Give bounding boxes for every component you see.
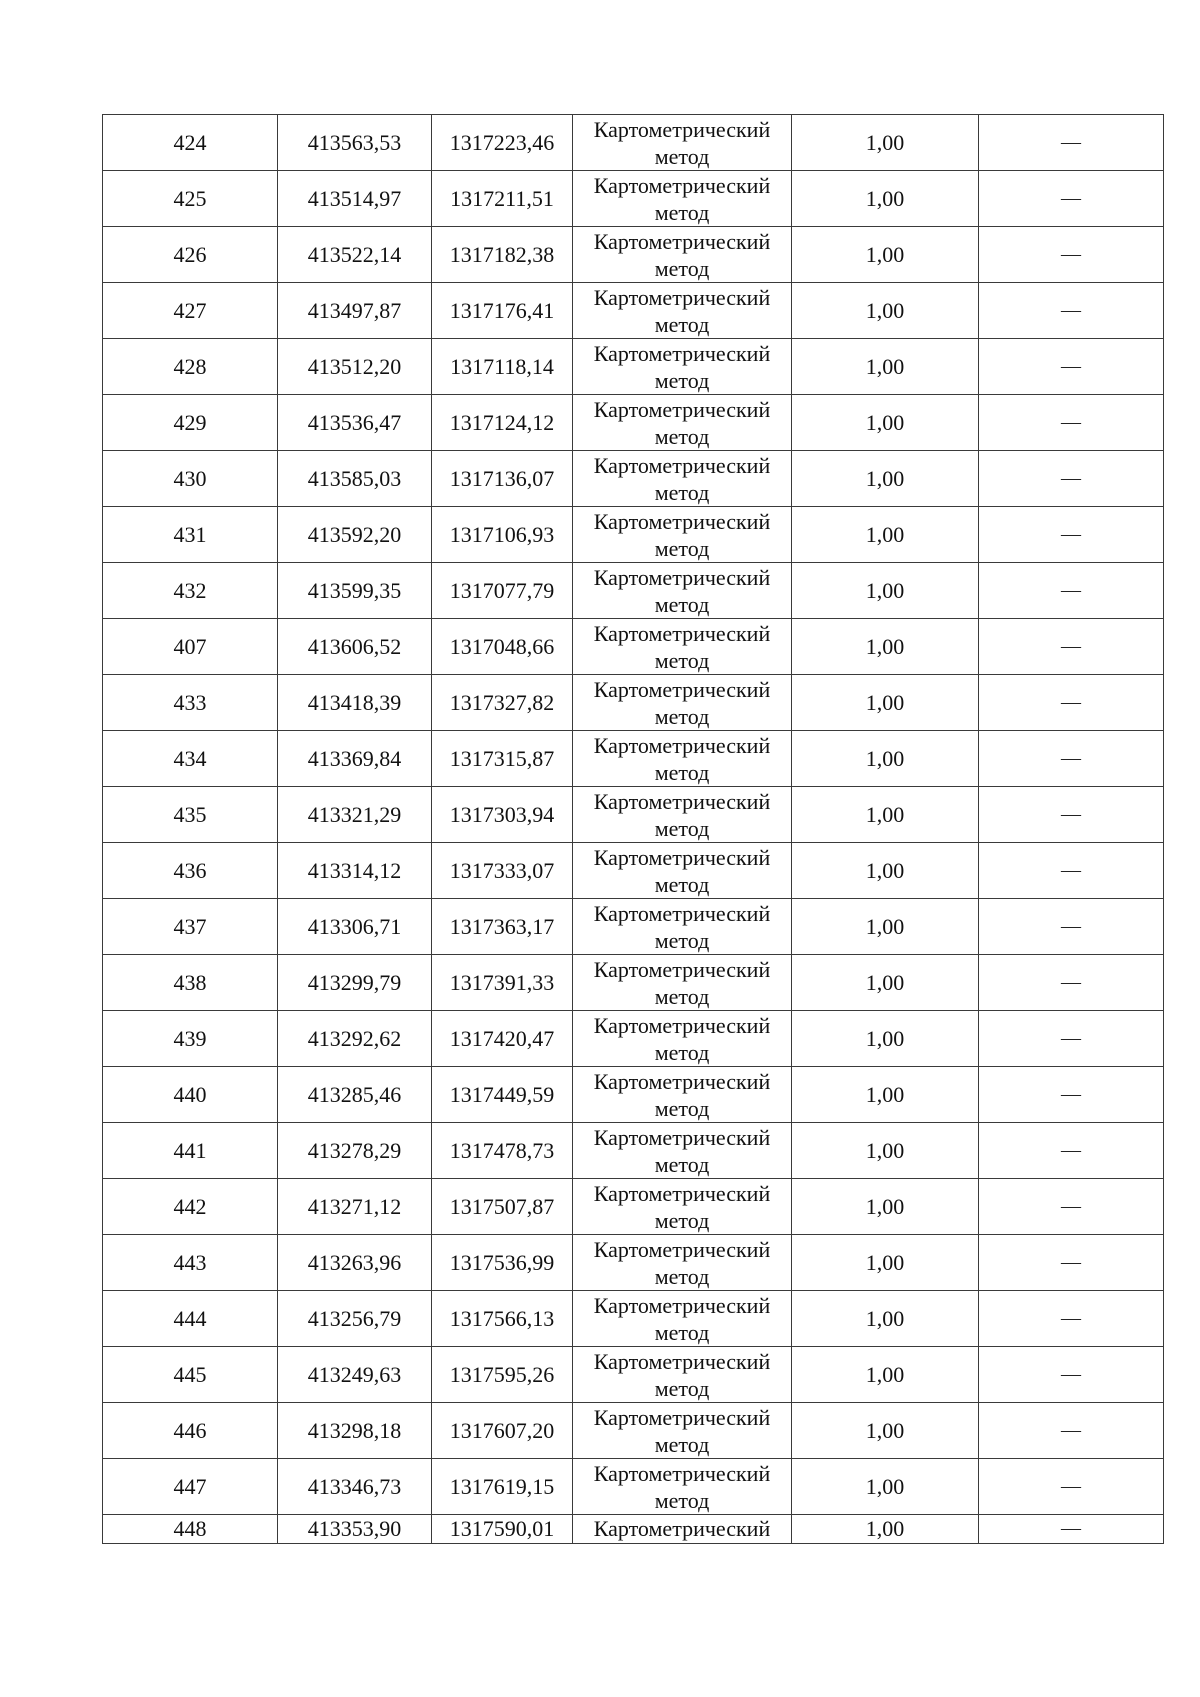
note-cell: — <box>979 1235 1164 1291</box>
coordinates-table <box>102 114 1164 1544</box>
table-row <box>103 395 1164 451</box>
y-coordinate-cell: 1317449,59 <box>432 1067 573 1123</box>
method-text-line2: метод <box>654 759 710 785</box>
table-row <box>103 563 1164 619</box>
accuracy-cell: 1,00 <box>792 899 979 955</box>
method-cell <box>573 227 792 283</box>
point-number-cell: 447 <box>103 1459 278 1515</box>
accuracy-cell: 1,00 <box>792 955 979 1011</box>
method-cell <box>573 731 792 787</box>
accuracy-cell: 1,00 <box>792 1179 979 1235</box>
note-cell: — <box>979 675 1164 731</box>
x-coordinate-cell: 413353,90 <box>278 1515 432 1544</box>
x-coordinate-cell: 413299,79 <box>278 955 432 1011</box>
y-coordinate-cell: 1317478,73 <box>432 1123 573 1179</box>
y-coordinate-cell: 1317333,07 <box>432 843 573 899</box>
note-cell: — <box>979 787 1164 843</box>
accuracy-cell: 1,00 <box>792 451 979 507</box>
point-number-cell: 431 <box>103 507 278 563</box>
method-cell <box>573 171 792 227</box>
method-text-line2: метод <box>654 311 710 337</box>
accuracy-cell: 1,00 <box>792 1515 979 1544</box>
method-cell <box>573 395 792 451</box>
table-row <box>103 1011 1164 1067</box>
method-cell <box>573 675 792 731</box>
y-coordinate-cell: 1317607,20 <box>432 1403 573 1459</box>
y-coordinate-cell: 1317223,46 <box>432 115 573 171</box>
point-number-cell: 429 <box>103 395 278 451</box>
method-text-line1: Картометрический <box>593 508 771 534</box>
method-cell <box>573 1235 792 1291</box>
table-row <box>103 1515 1164 1544</box>
point-number-cell: 448 <box>103 1515 278 1544</box>
note-cell: — <box>979 507 1164 563</box>
table-row <box>103 115 1164 171</box>
x-coordinate-cell: 413563,53 <box>278 115 432 171</box>
y-coordinate-cell: 1317176,41 <box>432 283 573 339</box>
x-coordinate-cell: 413346,73 <box>278 1459 432 1515</box>
point-number-cell: 407 <box>103 619 278 675</box>
accuracy-cell: 1,00 <box>792 1347 979 1403</box>
method-text-line2: метод <box>654 535 710 561</box>
x-coordinate-cell: 413271,12 <box>278 1179 432 1235</box>
accuracy-cell: 1,00 <box>792 1403 979 1459</box>
method-text-line1: Картометрический <box>593 1348 771 1374</box>
coordinates-table-body <box>103 115 1164 1544</box>
point-number-cell: 435 <box>103 787 278 843</box>
method-text-line2: метод <box>654 1095 710 1121</box>
y-coordinate-cell: 1317363,17 <box>432 899 573 955</box>
accuracy-cell: 1,00 <box>792 1123 979 1179</box>
method-text-line1: Картометрический <box>593 284 771 310</box>
point-number-cell: 430 <box>103 451 278 507</box>
method-text-line2: метод <box>654 927 710 953</box>
table-row <box>103 1291 1164 1347</box>
point-number-cell: 432 <box>103 563 278 619</box>
method-text-line2: метод <box>654 703 710 729</box>
method-text-line2: метод <box>654 1375 710 1401</box>
method-cell <box>573 1459 792 1515</box>
method-text-line2: метод <box>654 423 710 449</box>
method-cell <box>573 619 792 675</box>
note-cell: — <box>979 115 1164 171</box>
point-number-cell: 426 <box>103 227 278 283</box>
point-number-cell: 428 <box>103 339 278 395</box>
method-text-line1: Картометрический <box>593 788 771 814</box>
point-number-cell: 438 <box>103 955 278 1011</box>
note-cell: — <box>979 1515 1164 1544</box>
point-number-cell: 424 <box>103 115 278 171</box>
x-coordinate-cell: 413606,52 <box>278 619 432 675</box>
method-text-line2: метод <box>654 871 710 897</box>
accuracy-cell: 1,00 <box>792 339 979 395</box>
x-coordinate-cell: 413585,03 <box>278 451 432 507</box>
method-text-line1: Картометрический <box>593 620 771 646</box>
x-coordinate-cell: 413263,96 <box>278 1235 432 1291</box>
table-row <box>103 1123 1164 1179</box>
method-text-line2: метод <box>654 1263 710 1289</box>
x-coordinate-cell: 413512,20 <box>278 339 432 395</box>
point-number-cell: 433 <box>103 675 278 731</box>
point-number-cell: 443 <box>103 1235 278 1291</box>
table-row <box>103 1347 1164 1403</box>
table-row <box>103 1459 1164 1515</box>
method-text-line1: Картометрический <box>593 1292 771 1318</box>
method-text-line2: метод <box>654 479 710 505</box>
table-row <box>103 843 1164 899</box>
method-text-line1: Картометрический <box>593 1180 771 1206</box>
x-coordinate-cell: 413418,39 <box>278 675 432 731</box>
method-cell <box>573 563 792 619</box>
table-row <box>103 451 1164 507</box>
y-coordinate-cell: 1317136,07 <box>432 451 573 507</box>
note-cell: — <box>979 563 1164 619</box>
method-cell <box>573 1011 792 1067</box>
table-row <box>103 675 1164 731</box>
table-row <box>103 955 1164 1011</box>
method-text-line1: Картометрический <box>593 452 771 478</box>
y-coordinate-cell: 1317619,15 <box>432 1459 573 1515</box>
method-text-line2: метод <box>654 647 710 673</box>
method-text-line1: Картометрический <box>593 116 771 142</box>
table-row <box>103 339 1164 395</box>
accuracy-cell: 1,00 <box>792 787 979 843</box>
accuracy-cell: 1,00 <box>792 563 979 619</box>
method-cell <box>573 1403 792 1459</box>
method-cell <box>573 1515 792 1544</box>
y-coordinate-cell: 1317118,14 <box>432 339 573 395</box>
note-cell: — <box>979 1067 1164 1123</box>
method-text-line1: Картометрический <box>593 228 771 254</box>
accuracy-cell: 1,00 <box>792 1011 979 1067</box>
method-cell <box>573 787 792 843</box>
y-coordinate-cell: 1317315,87 <box>432 731 573 787</box>
x-coordinate-cell: 413285,46 <box>278 1067 432 1123</box>
note-cell: — <box>979 1123 1164 1179</box>
method-text-line1: Картометрический <box>593 956 771 982</box>
x-coordinate-cell: 413292,62 <box>278 1011 432 1067</box>
y-coordinate-cell: 1317420,47 <box>432 1011 573 1067</box>
table-row <box>103 507 1164 563</box>
accuracy-cell: 1,00 <box>792 283 979 339</box>
method-text-line2: метод <box>654 199 710 225</box>
x-coordinate-cell: 413306,71 <box>278 899 432 955</box>
point-number-cell: 427 <box>103 283 278 339</box>
x-coordinate-cell: 413314,12 <box>278 843 432 899</box>
accuracy-cell: 1,00 <box>792 843 979 899</box>
note-cell: — <box>979 899 1164 955</box>
method-text-line1: Картометрический <box>593 676 771 702</box>
note-cell: — <box>979 1011 1164 1067</box>
note-cell: — <box>979 843 1164 899</box>
x-coordinate-cell: 413298,18 <box>278 1403 432 1459</box>
method-cell <box>573 955 792 1011</box>
point-number-cell: 442 <box>103 1179 278 1235</box>
y-coordinate-cell: 1317590,01 <box>432 1515 573 1544</box>
method-cell <box>573 1347 792 1403</box>
accuracy-cell: 1,00 <box>792 731 979 787</box>
method-text-line1: Картометрический <box>593 1404 771 1430</box>
accuracy-cell: 1,00 <box>792 619 979 675</box>
method-cell <box>573 339 792 395</box>
method-cell <box>573 451 792 507</box>
note-cell: — <box>979 731 1164 787</box>
x-coordinate-cell: 413592,20 <box>278 507 432 563</box>
accuracy-cell: 1,00 <box>792 1067 979 1123</box>
note-cell: — <box>979 1403 1164 1459</box>
table-row <box>103 1235 1164 1291</box>
note-cell: — <box>979 1347 1164 1403</box>
method-text-line2: метод <box>654 1319 710 1345</box>
method-text-line2: метод <box>654 1207 710 1233</box>
method-text-line1: Картометрический <box>593 564 771 590</box>
method-cell <box>573 843 792 899</box>
method-cell <box>573 283 792 339</box>
x-coordinate-cell: 413321,29 <box>278 787 432 843</box>
x-coordinate-cell: 413278,29 <box>278 1123 432 1179</box>
point-number-cell: 444 <box>103 1291 278 1347</box>
method-text-line1: Картометрический <box>593 844 771 870</box>
method-text-line2: метод <box>654 815 710 841</box>
accuracy-cell: 1,00 <box>792 675 979 731</box>
x-coordinate-cell: 413369,84 <box>278 731 432 787</box>
method-text-line1: Картометрический <box>593 172 771 198</box>
table-row <box>103 171 1164 227</box>
method-text-line1: Картометрический <box>593 1124 771 1150</box>
note-cell: — <box>979 227 1164 283</box>
point-number-cell: 434 <box>103 731 278 787</box>
point-number-cell: 436 <box>103 843 278 899</box>
method-text-line1: Картометрический <box>593 1460 771 1486</box>
note-cell: — <box>979 1179 1164 1235</box>
x-coordinate-cell: 413522,14 <box>278 227 432 283</box>
y-coordinate-cell: 1317124,12 <box>432 395 573 451</box>
method-cell <box>573 1179 792 1235</box>
method-text-line2: метод <box>654 1431 710 1457</box>
x-coordinate-cell: 413497,87 <box>278 283 432 339</box>
method-text-line2: метод <box>654 255 710 281</box>
table-row <box>103 283 1164 339</box>
method-text-line2: метод <box>654 1039 710 1065</box>
accuracy-cell: 1,00 <box>792 115 979 171</box>
y-coordinate-cell: 1317536,99 <box>432 1235 573 1291</box>
accuracy-cell: 1,00 <box>792 1235 979 1291</box>
note-cell: — <box>979 451 1164 507</box>
method-text-line1: Картометрический <box>593 900 771 926</box>
point-number-cell: 446 <box>103 1403 278 1459</box>
method-text-line2: метод <box>654 591 710 617</box>
y-coordinate-cell: 1317048,66 <box>432 619 573 675</box>
method-cell <box>573 507 792 563</box>
x-coordinate-cell: 413599,35 <box>278 563 432 619</box>
method-cell <box>573 899 792 955</box>
point-number-cell: 437 <box>103 899 278 955</box>
note-cell: — <box>979 171 1164 227</box>
method-text-line2: метод <box>654 983 710 1009</box>
y-coordinate-cell: 1317566,13 <box>432 1291 573 1347</box>
accuracy-cell: 1,00 <box>792 227 979 283</box>
y-coordinate-cell: 1317391,33 <box>432 955 573 1011</box>
method-text-line2: метод <box>654 1487 710 1513</box>
method-cell <box>573 1067 792 1123</box>
x-coordinate-cell: 413514,97 <box>278 171 432 227</box>
table-row <box>103 899 1164 955</box>
note-cell: — <box>979 1291 1164 1347</box>
point-number-cell: 440 <box>103 1067 278 1123</box>
method-text-line1: Картометрический <box>593 1236 771 1262</box>
y-coordinate-cell: 1317303,94 <box>432 787 573 843</box>
table-row <box>103 227 1164 283</box>
method-text-line1: Картометрический <box>593 340 771 366</box>
table-row <box>103 731 1164 787</box>
method-text-line1: Картометрический <box>593 1012 771 1038</box>
table-row <box>103 1179 1164 1235</box>
point-number-cell: 425 <box>103 171 278 227</box>
table-row <box>103 787 1164 843</box>
x-coordinate-cell: 413256,79 <box>278 1291 432 1347</box>
point-number-cell: 439 <box>103 1011 278 1067</box>
y-coordinate-cell: 1317211,51 <box>432 171 573 227</box>
method-cell <box>573 115 792 171</box>
accuracy-cell: 1,00 <box>792 1459 979 1515</box>
method-cell <box>573 1123 792 1179</box>
note-cell: — <box>979 955 1164 1011</box>
point-number-cell: 445 <box>103 1347 278 1403</box>
x-coordinate-cell: 413249,63 <box>278 1347 432 1403</box>
table-row <box>103 619 1164 675</box>
method-text-line1: Картометрический <box>593 1068 771 1094</box>
note-cell: — <box>979 1459 1164 1515</box>
accuracy-cell: 1,00 <box>792 171 979 227</box>
note-cell: — <box>979 283 1164 339</box>
accuracy-cell: 1,00 <box>792 1291 979 1347</box>
note-cell: — <box>979 339 1164 395</box>
method-text-line2: метод <box>654 1151 710 1177</box>
y-coordinate-cell: 1317182,38 <box>432 227 573 283</box>
point-number-cell: 441 <box>103 1123 278 1179</box>
y-coordinate-cell: 1317595,26 <box>432 1347 573 1403</box>
method-text-line1: Картометрический <box>593 396 771 422</box>
table-row <box>103 1403 1164 1459</box>
y-coordinate-cell: 1317106,93 <box>432 507 573 563</box>
method-text-line1: Картометрический <box>593 1516 771 1541</box>
y-coordinate-cell: 1317327,82 <box>432 675 573 731</box>
method-text-line1: Картометрический <box>593 732 771 758</box>
accuracy-cell: 1,00 <box>792 395 979 451</box>
method-cell <box>573 1291 792 1347</box>
y-coordinate-cell: 1317077,79 <box>432 563 573 619</box>
method-text-line2: метод <box>654 367 710 393</box>
x-coordinate-cell: 413536,47 <box>278 395 432 451</box>
note-cell: — <box>979 619 1164 675</box>
note-cell: — <box>979 395 1164 451</box>
method-text-line2: метод <box>654 143 710 169</box>
y-coordinate-cell: 1317507,87 <box>432 1179 573 1235</box>
accuracy-cell: 1,00 <box>792 507 979 563</box>
table-row <box>103 1067 1164 1123</box>
